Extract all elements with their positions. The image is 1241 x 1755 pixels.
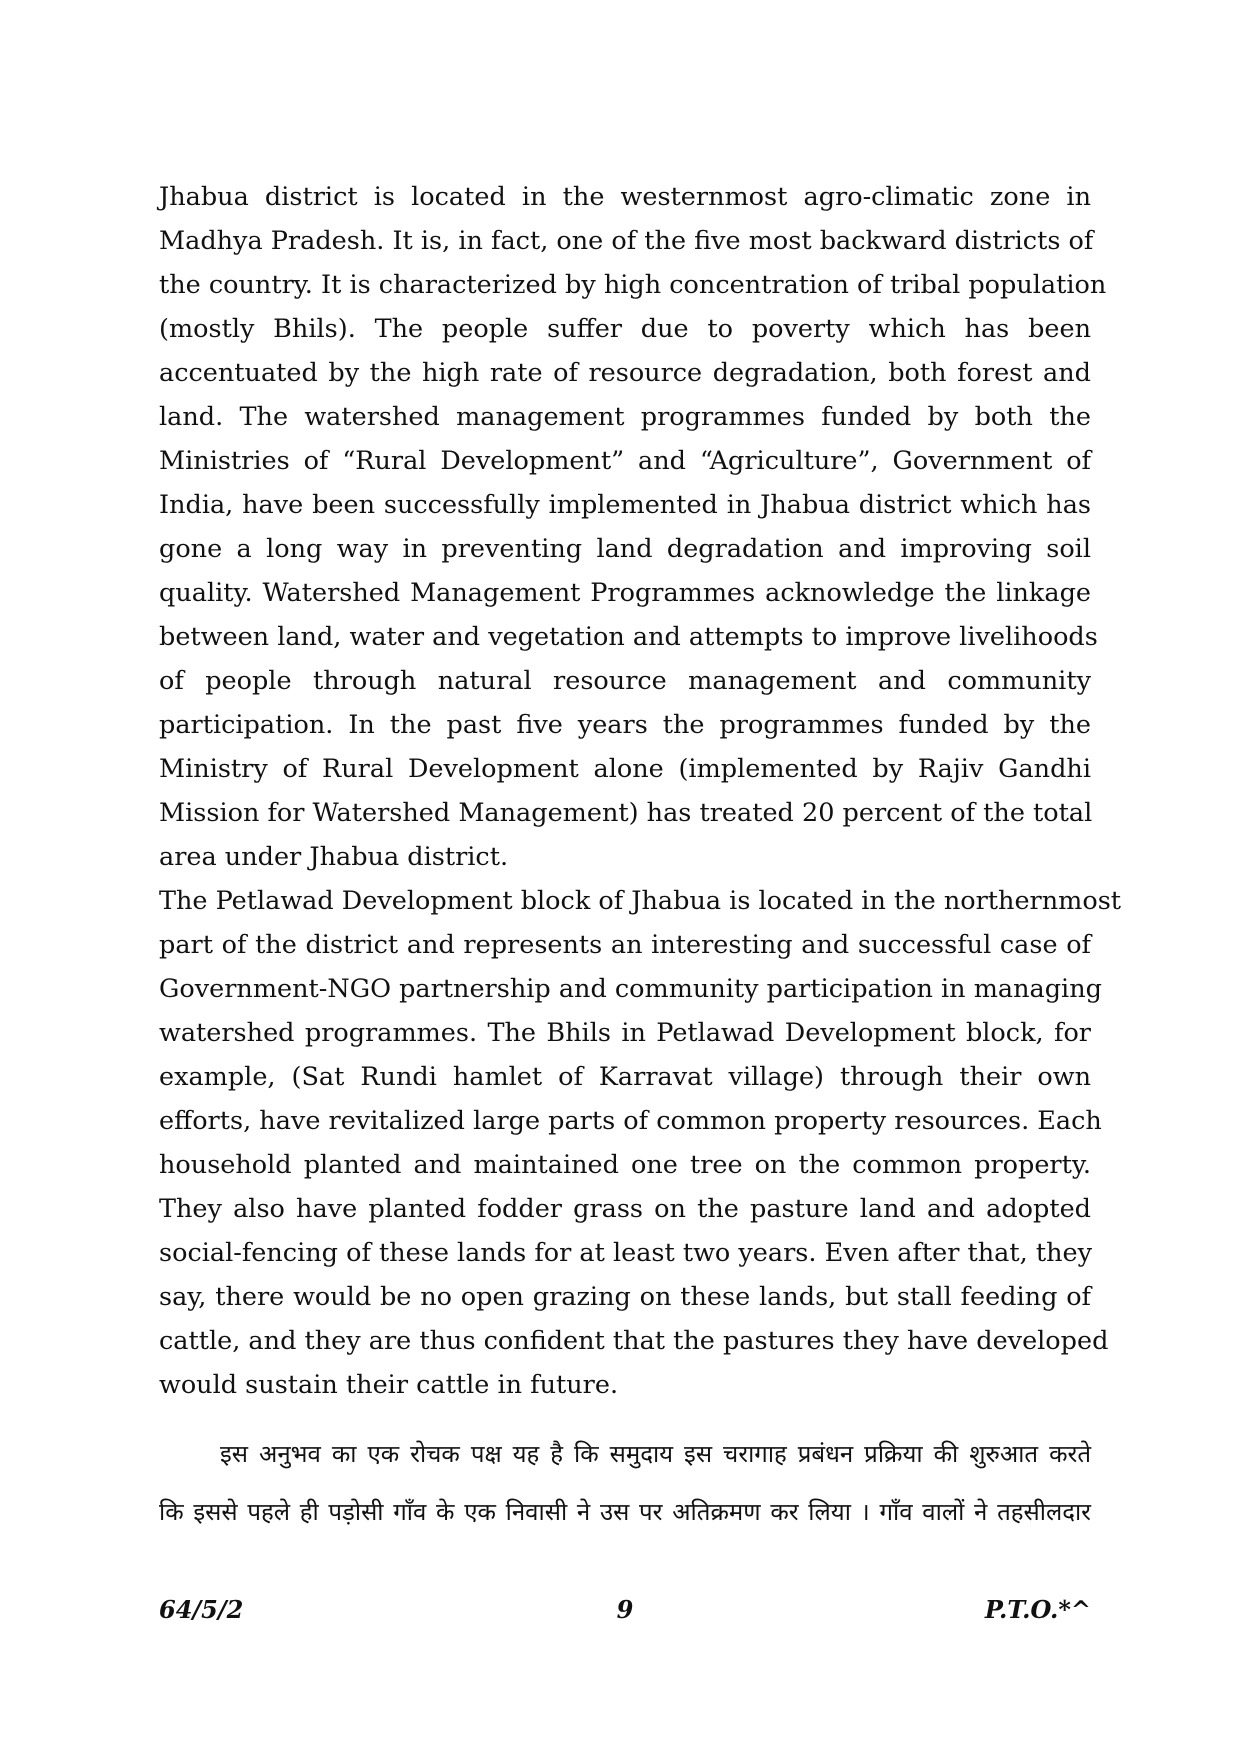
passage-line: example, (Sat Rundi hamlet of Karravat village) through their own xyxy=(159,1062,1091,1092)
passage-line: household planted and maintained one tree on the common property. xyxy=(159,1150,1091,1180)
passage-line: social-fencing of these lands for at least two years. Even after that, they xyxy=(159,1238,1092,1268)
passage-line: land. The watershed management programmes funded by both the xyxy=(159,402,1091,432)
passage-line: efforts, have revitalized large parts of common property resources. Each xyxy=(159,1106,1102,1136)
page-number: 9 xyxy=(616,1595,634,1624)
paper-code: 64/5/2 xyxy=(159,1595,244,1624)
passage-line: Mission for Watershed Management) has treated 20 percent of the total xyxy=(159,798,1093,828)
english-passage xyxy=(159,175,1122,1407)
passage-line: cattle, and they are thus confident that the pastures they have developed xyxy=(159,1326,1109,1356)
passage-line: area under Jhabua district. xyxy=(159,842,509,872)
passage-line: The Petlawad Development block of Jhabua is located in the northernmost xyxy=(159,886,1122,916)
passage-line: Ministry of Rural Development alone (implemented by Rajiv Gandhi xyxy=(159,754,1091,784)
passage-line: participation. In the past five years the programmes funded by the xyxy=(159,710,1091,740)
passage-line: Government-NGO partnership and community participation in managing xyxy=(159,974,1102,1004)
page-footer xyxy=(159,1590,1091,1630)
passage-line: would sustain their cattle in future. xyxy=(159,1370,619,1400)
passage-line: of people through natural resource management and community xyxy=(159,666,1091,696)
passage-line: watershed programmes. The Bhils in Petlawad Development block, for xyxy=(159,1018,1091,1048)
passage-line: India, have been successfully implemented in Jhabua district which has xyxy=(159,490,1091,520)
hindi-line: इस अनुभव का एक रोचक पक्ष यह है कि समुदाय इस चरागाह प्रबंधन प्रक्रिया की शुरुआत करते xyxy=(220,1440,1091,1468)
passage-line: part of the district and represents an interesting and successful case of xyxy=(159,930,1091,960)
passage-line: (mostly Bhils). The people suffer due to poverty which has been xyxy=(159,314,1091,344)
passage-line: Jhabua district is located in the westernmost agro-climatic zone in xyxy=(159,182,1091,212)
passage-line: accentuated by the high rate of resource degradation, both forest and xyxy=(159,358,1091,388)
passage-line: the country. It is characterized by high concentration of tribal population xyxy=(159,270,1107,300)
passage-line: Madhya Pradesh. It is, in fact, one of the five most backward districts of xyxy=(159,226,1094,256)
passage-line: say, there would be no open grazing on these lands, but stall feeding of xyxy=(159,1282,1091,1312)
pto-marker: P.T.O.*^ xyxy=(984,1595,1091,1624)
passage-line: Ministries of “Rural Development” and “Agriculture”, Government of xyxy=(159,446,1091,476)
hindi-line: कि इससे पहले ही पड़ोसी गाँव के एक निवासी ने उस पर अतिक्रमण कर लिया । गाँव वालों ने तहसीलदार xyxy=(159,1498,1091,1526)
hindi-passage xyxy=(159,1425,1091,1541)
passage-line: They also have planted fodder grass on the pasture land and adopted xyxy=(159,1194,1091,1224)
passage-line: between land, water and vegetation and attempts to improve livelihoods xyxy=(159,622,1098,652)
passage-line: quality. Watershed Management Programmes acknowledge the linkage xyxy=(159,578,1091,608)
passage-line: gone a long way in preventing land degradation and improving soil xyxy=(159,534,1091,564)
